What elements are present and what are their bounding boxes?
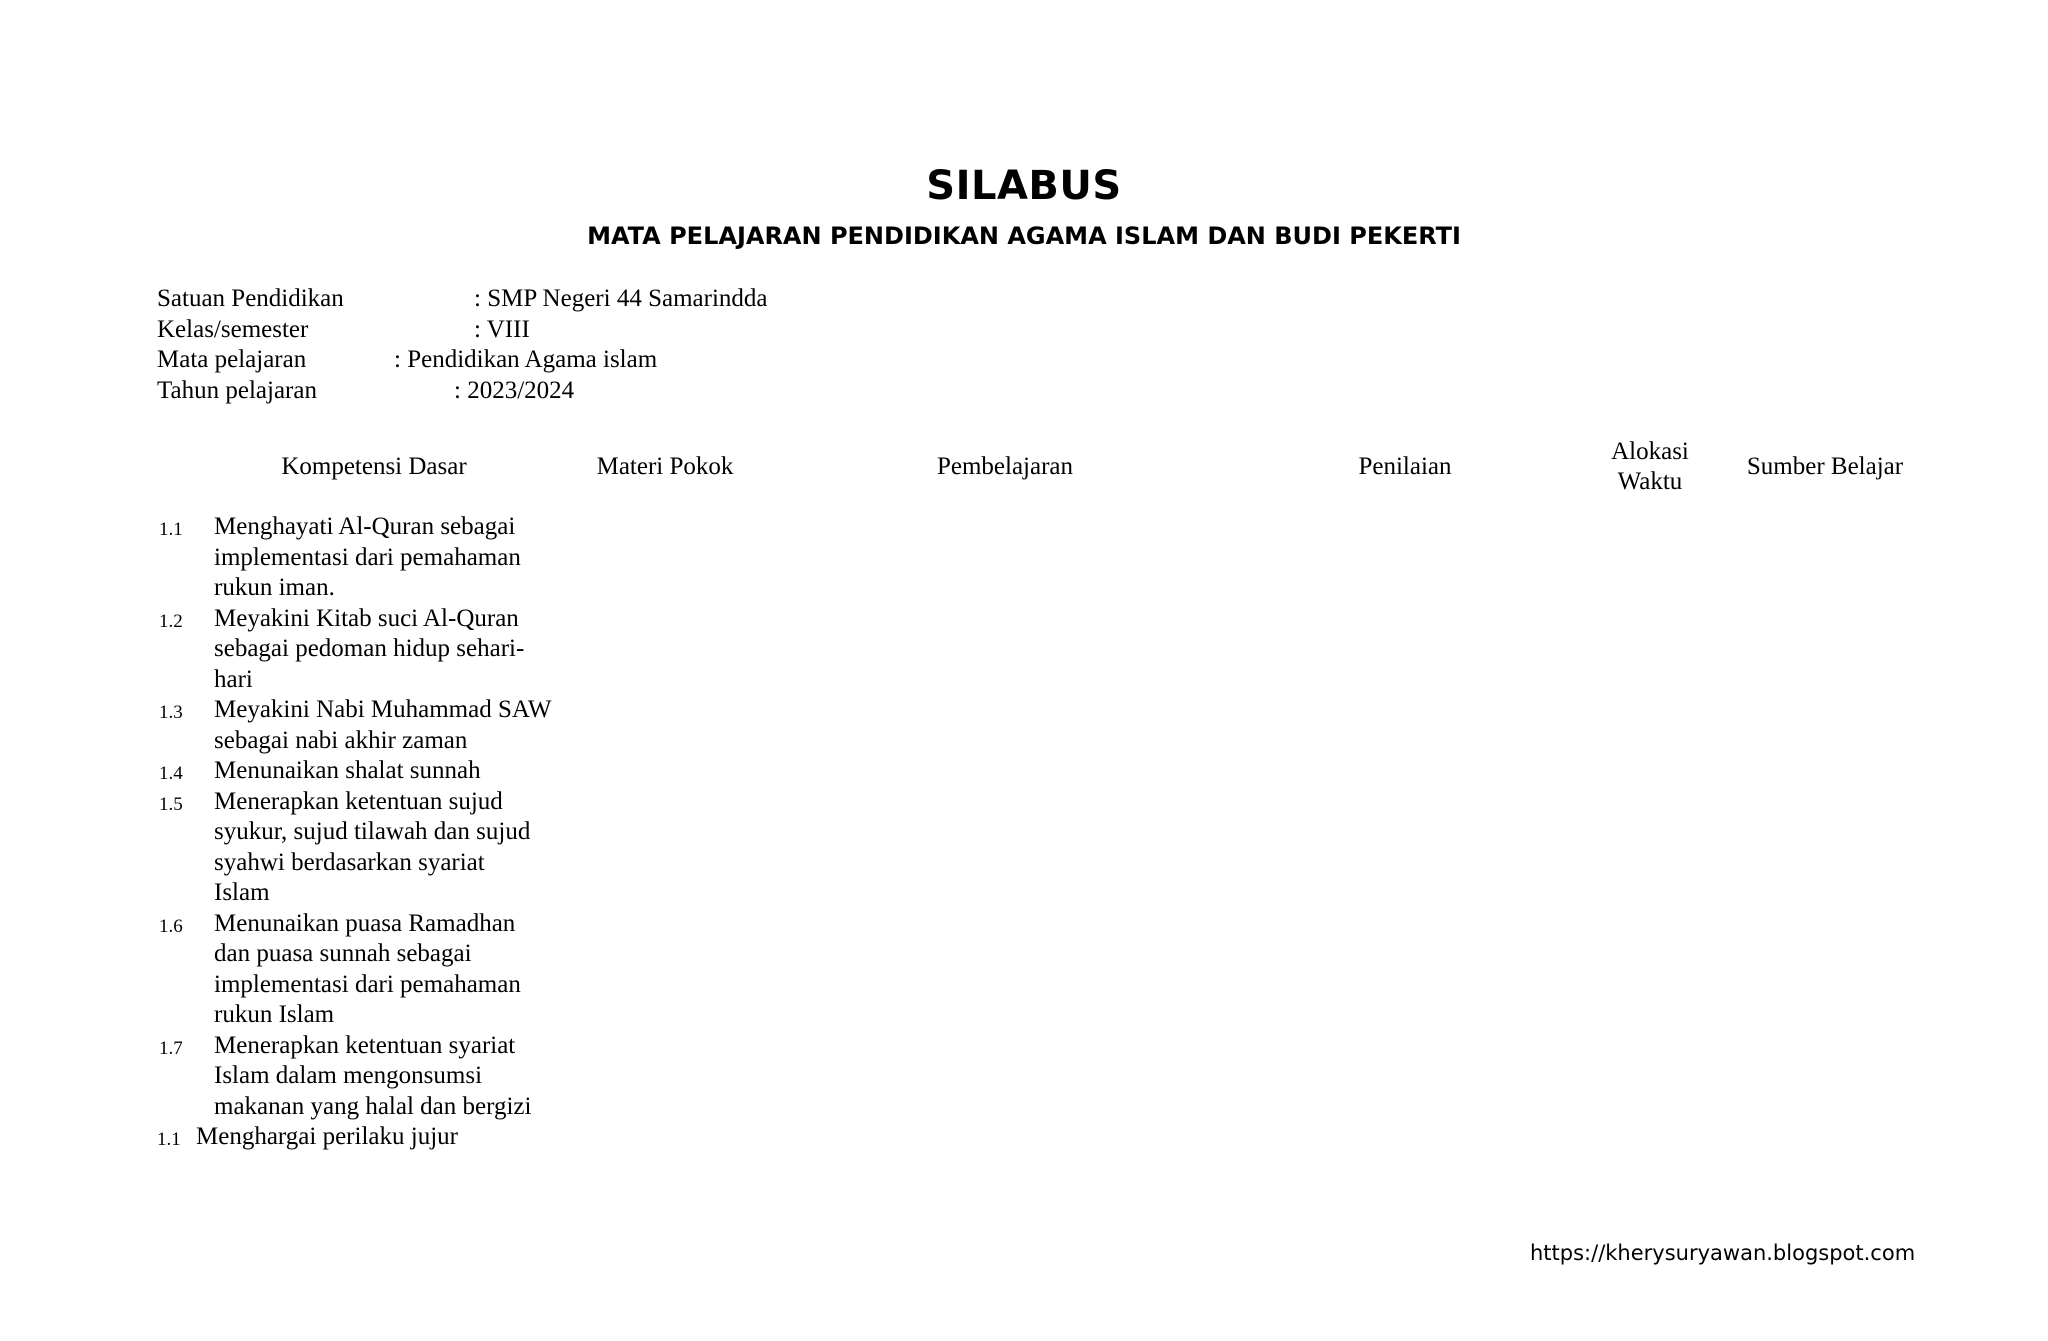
info-label: Tahun pelajaran: [157, 376, 317, 404]
list-item: [157, 512, 577, 604]
list-item-number: 1.4: [159, 763, 183, 784]
column-header-penilaian: Penilaian: [1358, 453, 1452, 480]
list-item-text: Menghayati Al-Quran sebagai implementasi dari pemahaman rukun iman.: [214, 513, 521, 601]
kompetensi-dasar-list: [157, 512, 577, 1153]
info-label: Mata pelajaran: [157, 346, 307, 373]
list-item-text: Menghargai perilaku jujur: [196, 1123, 458, 1150]
list-item-number: 1.3: [159, 702, 183, 723]
list-item-text: Meyakini Nabi Muhammad SAW sebagai nabi akhir zaman: [214, 696, 552, 754]
column-header-kompetensi: Kompetensi Dasar: [281, 453, 467, 480]
list-item-text: Meyakini Kitab suci Al-Quran sebagai pedoman hidup sehari-hari: [214, 604, 525, 693]
document-subtitle: MATA PELAJARAN PENDIDIKAN AGAMA ISLAM DAN BUDI PEKERTI: [587, 222, 1461, 250]
document-title: SILABUS: [926, 163, 1122, 209]
column-header-pembelajaran: Pembelajaran: [936, 453, 1074, 480]
list-item: [157, 756, 577, 787]
list-item: [157, 909, 577, 1031]
column-header-alokasi-waktu: [1560, 437, 1740, 497]
list-item-number: 1.2: [159, 610, 183, 632]
list-item-text: Menerapkan ketentuan syariat Islam dalam mengonsumsi makanan yang halal dan bergizi: [214, 1031, 532, 1120]
list-item: [157, 604, 577, 696]
column-header-sumber: Sumber Belajar: [1746, 453, 1904, 480]
info-value: : Pendidikan Agama islam: [394, 346, 658, 373]
list-item-number: 1.7: [159, 1037, 183, 1059]
info-value: : SMP Negeri 44 Samarindda: [474, 285, 768, 312]
list-item: [157, 1122, 577, 1153]
list-item-text: Menunaikan puasa Ramadhan dan puasa sunnah sebagai implementasi dari pemahaman rukun Islam: [214, 909, 521, 1028]
info-label: Kelas/semester: [157, 315, 309, 343]
list-item-text: Menunaikan shalat sunnah: [214, 757, 481, 784]
info-value: : 2023/2024: [454, 376, 575, 404]
list-item-number: 1.1: [159, 519, 183, 540]
column-header-materi: Materi Pokok: [596, 453, 734, 480]
list-item-text: Menerapkan ketentuan sujud syukur, sujud tilawah dan sujud syahwi berdasarkan syariat Islam: [214, 787, 531, 906]
column-header-alokasi-line1: Alokasi: [1611, 438, 1689, 465]
info-label: Satuan Pendidikan: [157, 285, 344, 312]
list-item: [157, 695, 577, 756]
column-header-alokasi-line2: Waktu: [1617, 468, 1683, 495]
list-item-number: 1.5: [159, 793, 183, 815]
footer-url: https://kherysuryawan.blogspot.com: [1530, 1241, 1916, 1265]
list-item: [157, 787, 577, 909]
info-value: : VIII: [474, 315, 530, 343]
list-item-number: 1.1: [157, 1129, 181, 1150]
list-item: [157, 1031, 577, 1123]
list-item-number: 1.6: [159, 915, 183, 937]
